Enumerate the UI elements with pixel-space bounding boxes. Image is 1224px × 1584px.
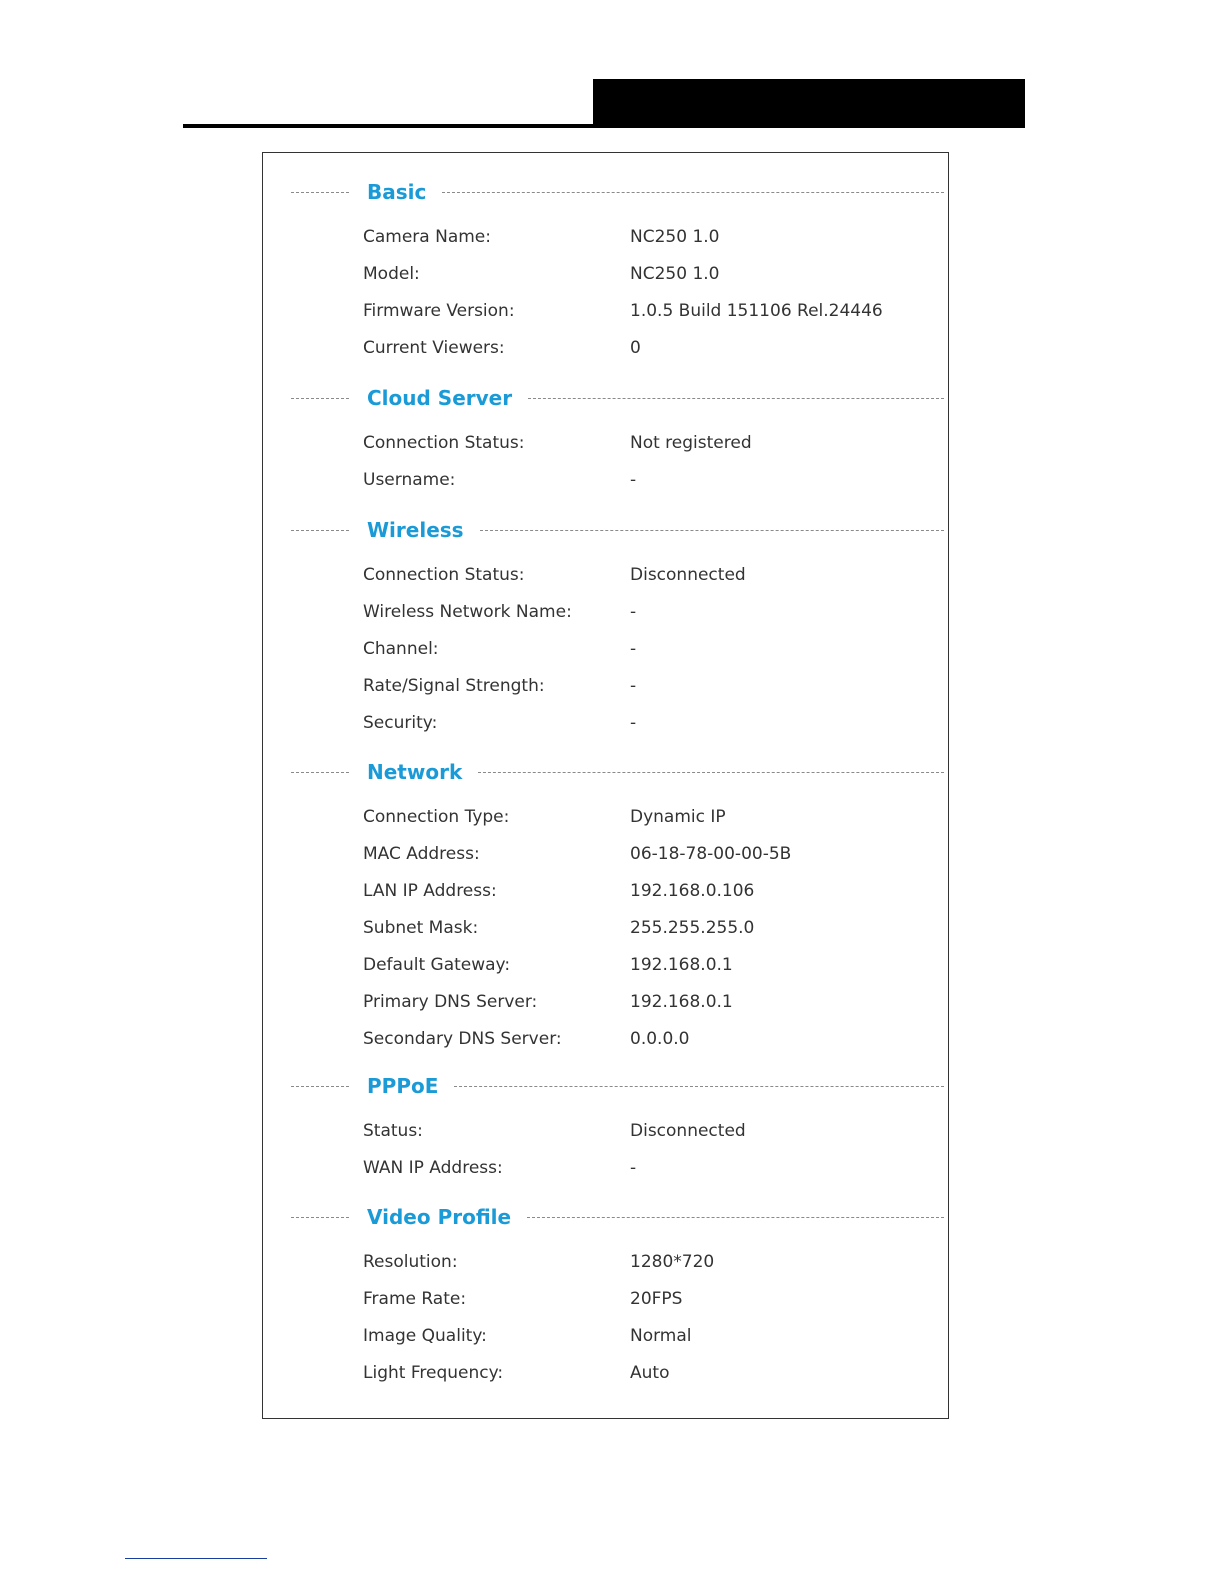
info-row-viewers [363,333,938,363]
row-value: NC250 1.0 [630,227,720,247]
info-row-image-quality [363,1321,938,1351]
row-value: 1280*720 [630,1252,715,1272]
row-label: Connection Status: [363,565,525,585]
row-value: 1.0.5 Build 151106 Rel.24446 [630,301,883,321]
status-panel [262,152,949,1419]
row-label: Resolution: [363,1252,458,1272]
row-label: Light Frequency: [363,1363,504,1383]
row-value: 192.168.0.1 [630,955,733,975]
info-row-connection-type [363,802,938,832]
section-title: Cloud Server [367,386,513,410]
row-value: 192.168.0.1 [630,992,733,1012]
row-label: Rate/Signal Strength: [363,676,545,696]
row-label: Default Gateway: [363,955,511,975]
divider [291,398,349,399]
info-row-light-frequency [363,1358,938,1388]
row-label: Current Viewers: [363,338,505,358]
row-value: - [630,676,637,696]
row-label: Connection Type: [363,807,510,827]
info-row-frame-rate [363,1284,938,1314]
row-value: Dynamic IP [630,807,726,827]
row-value: Normal [630,1326,692,1346]
info-row-channel [363,634,938,664]
row-value: 255.255.255.0 [630,918,755,938]
info-row-gateway [363,950,938,980]
row-value: 0.0.0.0 [630,1029,690,1049]
row-label: Security: [363,713,438,733]
row-value: Disconnected [630,565,746,585]
info-row-model [363,259,938,289]
info-row-cloud-status [363,428,938,458]
row-value: - [630,1158,637,1178]
info-row-pppoe-status [363,1116,938,1146]
row-label: Frame Rate: [363,1289,467,1309]
row-label: Wireless Network Name: [363,602,572,622]
info-row-camera-name [363,222,938,252]
divider [480,530,944,531]
row-label: Connection Status: [363,433,525,453]
row-label: LAN IP Address: [363,881,497,901]
row-value: 192.168.0.106 [630,881,755,901]
row-label: Model: [363,264,420,284]
section-title: Network [367,760,463,784]
divider [527,1217,944,1218]
divider [478,772,944,773]
row-label: MAC Address: [363,844,480,864]
row-label: Username: [363,470,456,490]
info-row-secondary-dns [363,1024,938,1054]
row-label: Channel: [363,639,439,659]
footnote-rule [125,1558,267,1559]
row-label: Primary DNS Server: [363,992,538,1012]
info-row-wireless-status [363,560,938,590]
divider [442,192,944,193]
divider [291,1086,349,1087]
divider [291,772,349,773]
header-black-block [593,79,1025,127]
divider [291,530,349,531]
section-header-cloud-server [291,383,944,413]
info-row-subnet [363,913,938,943]
row-value: - [630,639,637,659]
row-value: - [630,602,637,622]
section-title: PPPoE [367,1074,439,1098]
section-header-video-profile [291,1202,944,1232]
section-header-basic [291,177,944,207]
row-label: Image Quality: [363,1326,487,1346]
row-value: - [630,713,637,733]
divider [291,1217,349,1218]
section-title: Wireless [367,518,464,542]
row-value: Not registered [630,433,752,453]
info-row-wan-ip [363,1153,938,1183]
divider [454,1086,944,1087]
header-rule [183,124,1025,128]
row-value: Disconnected [630,1121,746,1141]
row-value: NC250 1.0 [630,264,720,284]
row-label: Secondary DNS Server: [363,1029,562,1049]
section-title: Basic [367,180,427,204]
row-value: - [630,470,637,490]
info-row-mac [363,839,938,869]
info-row-network-name [363,597,938,627]
row-label: WAN IP Address: [363,1158,503,1178]
row-label: Firmware Version: [363,301,515,321]
divider [291,192,349,193]
row-value: Auto [630,1363,670,1383]
info-row-username [363,465,938,495]
row-label: Status: [363,1121,423,1141]
section-title: Video Profile [367,1205,512,1229]
info-row-lan-ip [363,876,938,906]
row-value: 20FPS [630,1289,683,1309]
row-value: 0 [630,338,641,358]
info-row-signal [363,671,938,701]
section-header-wireless [291,515,944,545]
section-header-pppoe [291,1071,944,1101]
section-header-network [291,757,944,787]
divider [528,398,944,399]
info-row-primary-dns [363,987,938,1017]
info-row-resolution [363,1247,938,1277]
info-row-security [363,708,938,738]
row-label: Subnet Mask: [363,918,479,938]
row-label: Camera Name: [363,227,491,247]
row-value: 06-18-78-00-00-5B [630,844,792,864]
info-row-firmware [363,296,938,326]
